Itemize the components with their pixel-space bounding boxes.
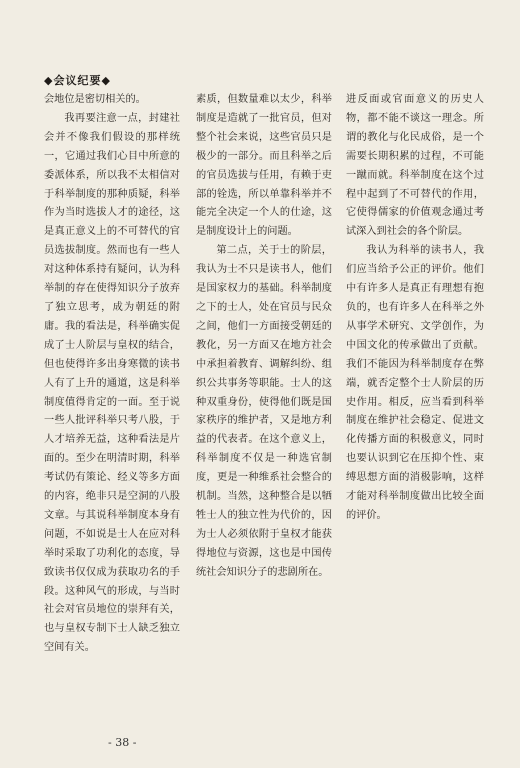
paragraph: 素质，但数量难以太少，科举制度是造就了一批官员，但对整个社会来说，这些官员只是极少的一部分。而且科举之后的官员选拔与任用，有赖于吏部的铨选，所以单靠科举并不能完全决定一个人的仕途，这是制度设计上的问题。	[196, 94, 332, 238]
paragraph: 我认为科举的读书人，我们应当给予公正的评价。他们中有许多人是真正有理想有抱负的，也有许多人在科举之外从事学术研究、文学创作，为中国文化的传承做出了贡献。我们不能因为科举制度存在弊端，就否定整个士人阶层的历史作用。相反，应当看到科举制度在维护社会稳定、促进文化传播方面的积极意义，同时也要认识到它在压抑个性、束缚思想方面的消极影响，这样才能对科举制度做出比较全面的评价。	[346, 245, 484, 521]
paragraph: 会地位是密切相关的。	[44, 94, 146, 105]
page-number: - 38 -	[108, 736, 137, 749]
column-label: ◆会议纪要◆	[44, 74, 111, 87]
text-column-3	[346, 91, 484, 731]
text-column-1	[44, 91, 180, 731]
paragraph: 第二点，关于士的阶层，我认为士不只是读书人，他们是国家权力的基础。科举制度之下的士人，处在官员与民众之间，他们一方面接受朝廷的教化，另一方面又在地方社会中承担着教育、调解纠纷、组织公共事务等职能。士人的这种双重身份，使得他们既是国家秩序的维护者，又是地方利益的代表者。在这个意义上，科举制度不仅是一种选官制度，更是一种维系社会整合的机制。当然，这种整合是以牺牲士人的独立性为代价的，因为士人必须依附于皇权才能获得地位与资源，这也是中国传统社会知识分子的悲剧所在。	[196, 245, 332, 578]
paragraph: 我再要注意一点，封建社会并不像我们假设的那样统一，它通过我们心目中所意的委派体系，所以我不太相信对于科举制度的那种质疑，科举作为当时选拔人才的途径，这是真正意义上的不可替代的官员选拔制度。然而也有一些人对这种体系持有疑问，认为科举制的存在使得知识分子放弃了独立思考，成为朝廷的附庸。我的看法是，科举确实促成了士人阶层与皇权的结合，但也使得许多出身寒微的读书人有了上升的通道，这是科举制度值得肯定的一面。至于说一些人批评科举只考八股，于人才培养无益，这种看法是片面的。至少在明清时期，科举考试仍有策论、经义等多方面的内容，绝非只是空洞的八股文章。与其说科举制度本身有问题，不如说是士人在应对科举时采取了功利化的态度，导致读书仅仅成为获取功名的手段。这种风气的形成，与当时社会对官员地位的崇拜有关，也与皇权专制下士人缺乏独立空间有关。	[44, 112, 180, 654]
paragraph: 进反面或官面意义的历史人物，都不能不谈这一理念。所谓的教化与化民成俗，是一个需要长期积累的过程，不可能一蹴而就。科举制度在这个过程中起到了不可替代的作用，它使得儒家的价值观念通过考试深入到社会的各个阶层。	[346, 94, 484, 238]
text-column-2	[196, 91, 332, 731]
